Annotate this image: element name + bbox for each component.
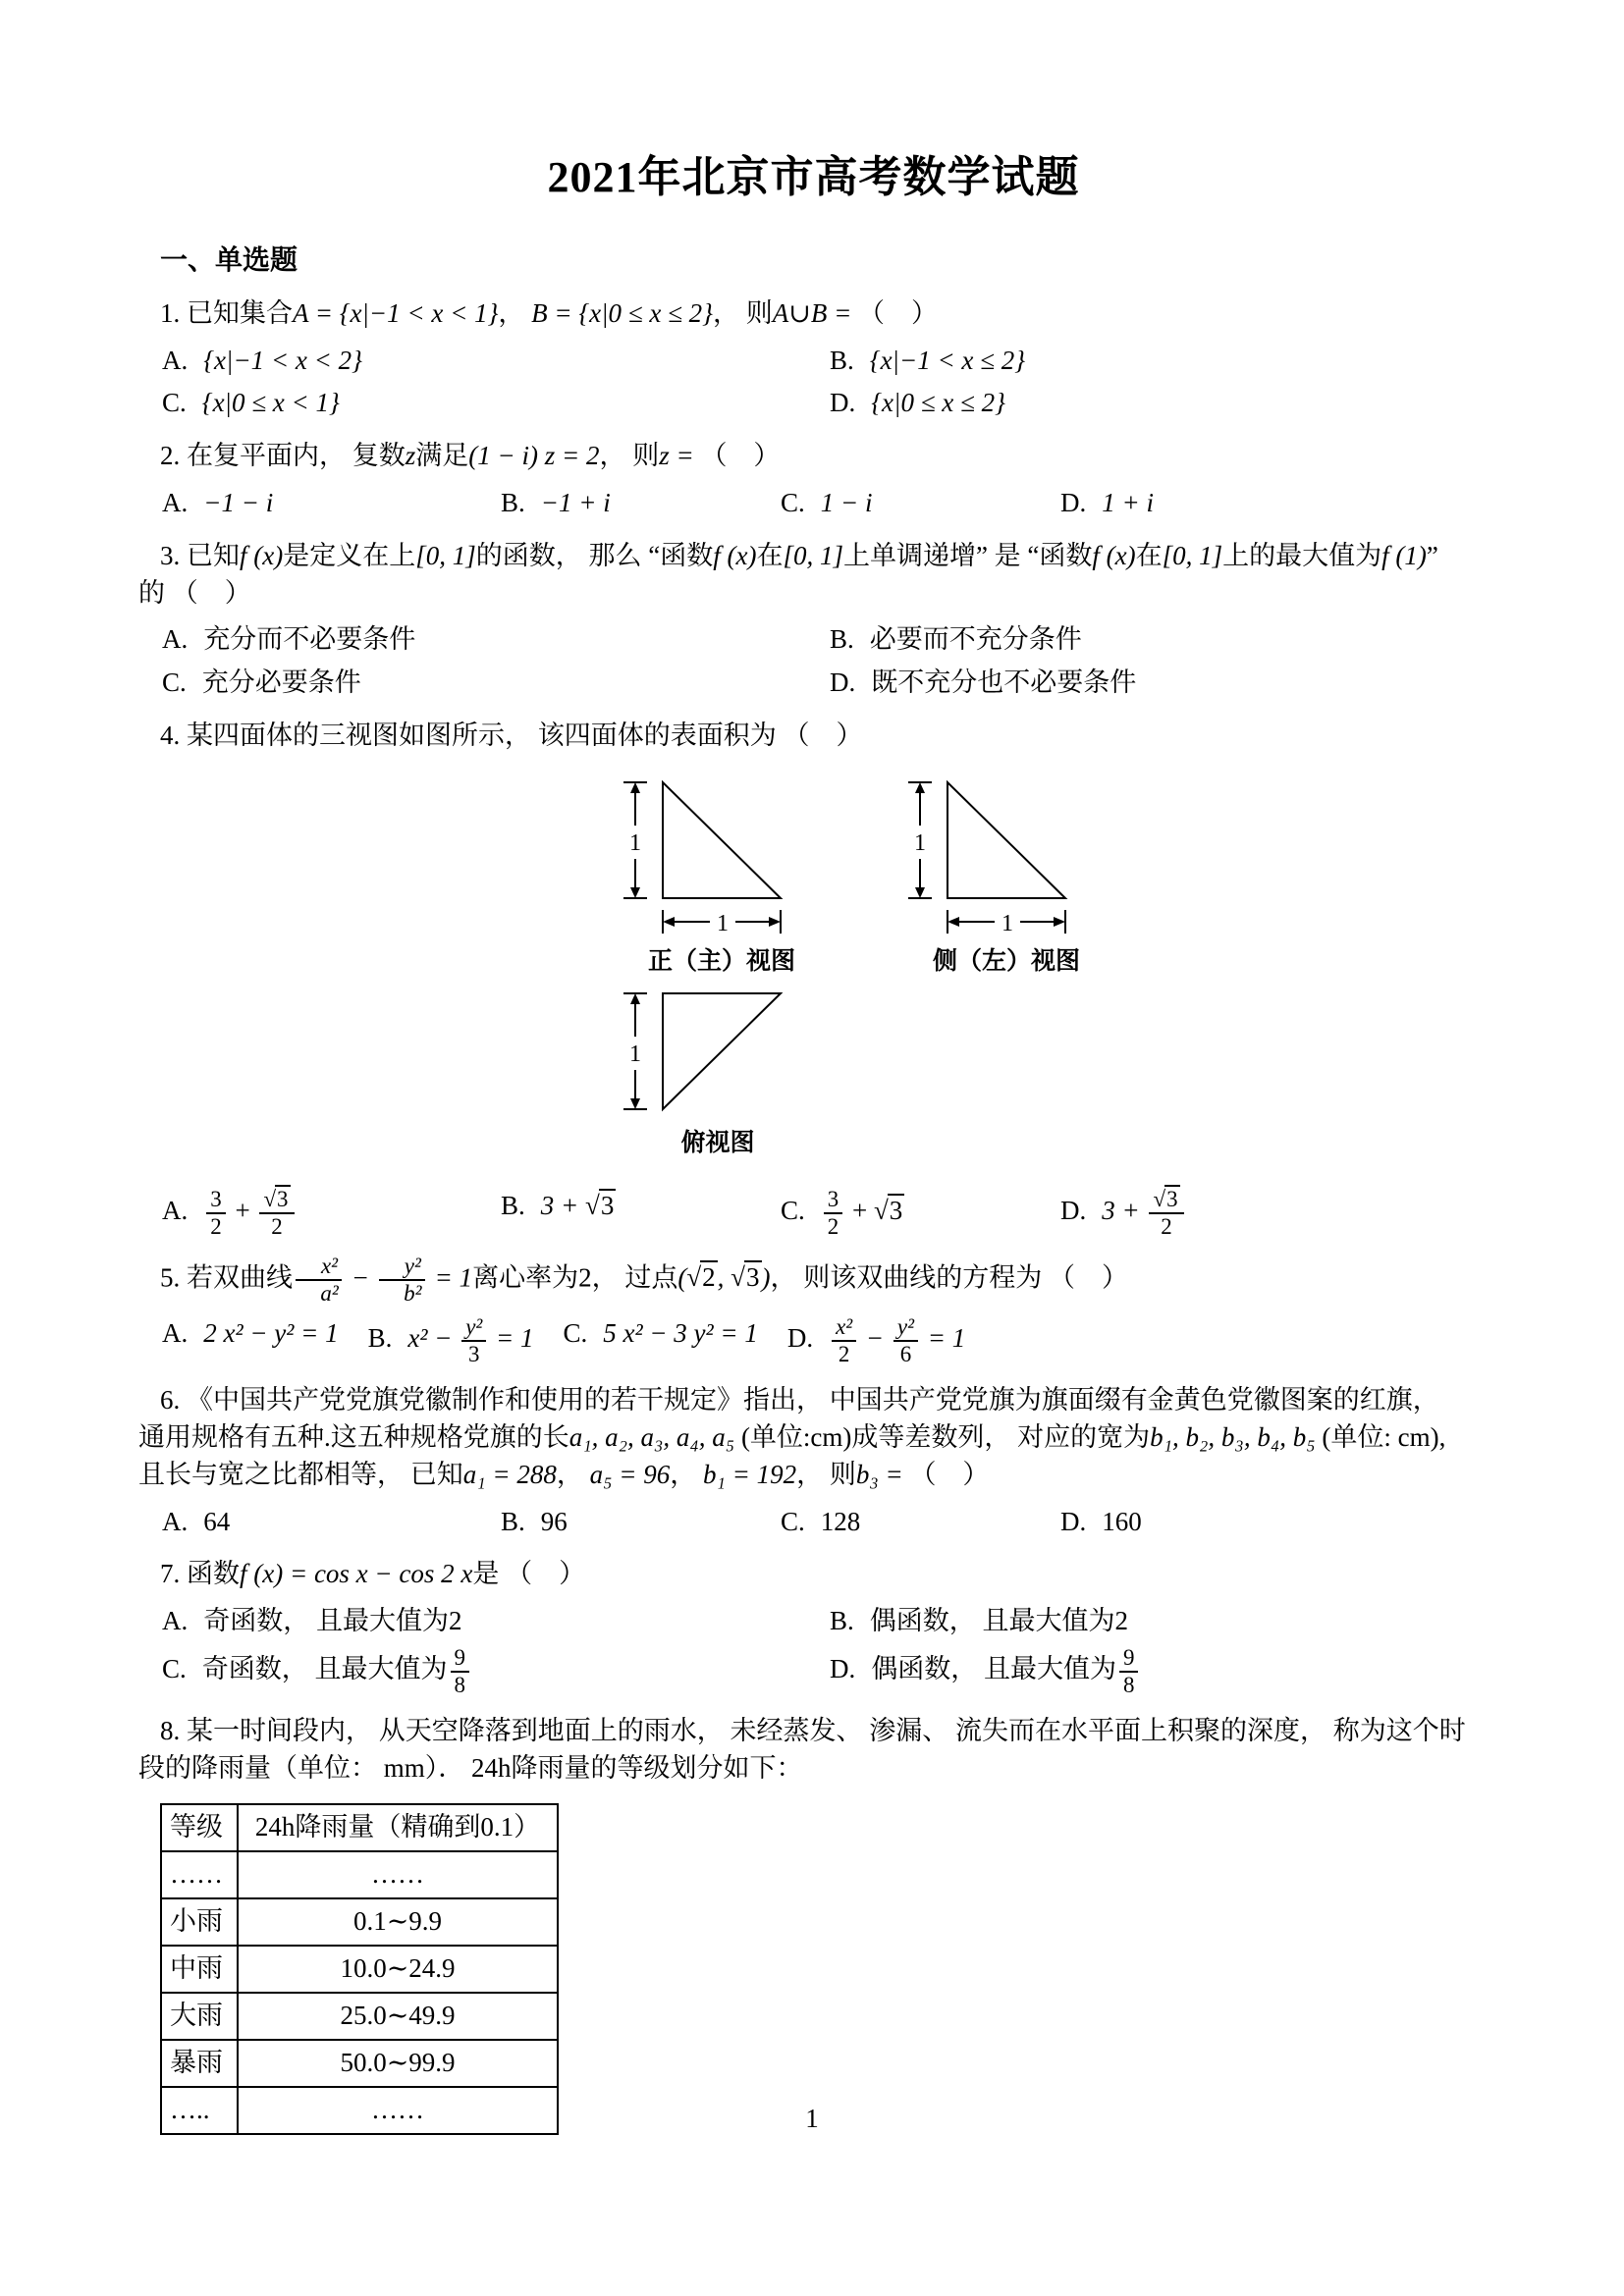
front-view-triangle (663, 782, 781, 898)
question-6-options (162, 1504, 1467, 1541)
cell-range: 10.0∼24.9 (238, 1946, 558, 1993)
question-1-options (162, 343, 1467, 423)
cell-level: 暴雨 (161, 2040, 238, 2087)
question-2-options (162, 485, 1467, 522)
table-row (161, 2040, 558, 2087)
cell-range: 50.0∼99.9 (238, 2040, 558, 2087)
table-row (161, 1993, 558, 2040)
option-3b: B. 必要而不充分条件 (830, 624, 1082, 655)
option-1c: C. {x|0 ≤ x < 1} (162, 388, 340, 418)
question-7-options (162, 1603, 1467, 1697)
three-view-figure (592, 773, 1467, 1176)
option-2b: B. −1 + i (501, 487, 611, 517)
option-2a: A. −1 − i (162, 487, 274, 517)
arrow-left-icon (663, 917, 675, 927)
question-8-stem: 8. 某一时间段内， 从天空降落到地面上的雨水， 未经蒸发、 渗漏、 流失而在水平面上积聚的深度， 称为这个时段的降雨量（单位： mm）． 24h降雨量的等级划分如下： (138, 1716, 1466, 1783)
side-view-triangle (947, 782, 1065, 898)
cell-range: 25.0∼49.9 (238, 1993, 558, 2040)
side-view-caption: 侧（左）视图 (932, 947, 1081, 975)
question-5-stem: 5. 若双曲线 $\frac{\text{x²}}{\text{a²}}$ − $\frac{\text{y²}}{\text{b²}}$ = 1离心率为2， 过点(√2, √3)， 则该双曲线的方程为 （ ） (160, 1253, 1128, 1306)
option-4c: C. $\frac{3}{2}$ + √3 (781, 1186, 903, 1239)
option-3a: A. 充分而不必要条件 (162, 624, 416, 655)
option-5a: A. 2 x² − y² = 1 (162, 1317, 339, 1348)
cell-level: …… (161, 1851, 238, 1898)
option-4a: A. $\frac{3}{2}$ + $\frac{√3}{2}$ (162, 1188, 501, 1239)
option-4d: D. 3 + $\frac{√3}{2}$ (1060, 1188, 1467, 1239)
table-header-level: 等级 (161, 1804, 238, 1851)
option-1a: A. {x|−1 < x < 2} (162, 345, 362, 375)
section-heading: 一、单选题 (160, 244, 298, 276)
arrow-right-icon (1054, 917, 1065, 927)
side-view-height-dim: 1 (914, 829, 926, 856)
top-view-caption: 俯视图 (680, 1129, 755, 1156)
option-5b: B. x² − $\frac{\text{y²}}{3}$ = 1 (367, 1313, 534, 1367)
option-1b: B. {x|−1 < x ≤ 2} (830, 345, 1026, 375)
front-view-caption: 正（主）视图 (647, 947, 796, 975)
option-6a: A. 64 (162, 1506, 231, 1536)
cell-range: …… (238, 1851, 558, 1898)
cell-level: 小雨 (161, 1898, 238, 1946)
cell-range: …… (238, 2087, 558, 2134)
front-view (623, 782, 795, 975)
table-row (161, 1898, 558, 1946)
arrow-right-icon (769, 917, 781, 927)
table-row (161, 1946, 558, 1993)
cell-level: 中雨 (161, 1946, 238, 1993)
page-number: 1 (805, 2104, 819, 2133)
option-3d: D. 既不充分也不必要条件 (830, 667, 1137, 698)
three-view-drawing (592, 773, 1083, 1165)
table-row (161, 1851, 558, 1898)
question-4-options (162, 1188, 1467, 1239)
cell-level: ….. (161, 2087, 238, 2134)
arrow-left-icon (947, 917, 959, 927)
front-view-width-dim: 1 (717, 910, 729, 936)
cell-level: 大雨 (161, 1993, 238, 2040)
option-2c: C. 1 − i (781, 487, 873, 517)
option-6d: D. 160 (1060, 1506, 1142, 1536)
front-view-height-dim: 1 (629, 829, 641, 856)
option-1d: D. {x|0 ≤ x ≤ 2} (830, 388, 1005, 418)
option-7a: A. 奇函数， 且最大值为2 (162, 1606, 462, 1636)
question-5-options (162, 1315, 1467, 1366)
question-1-stem: 1. 已知集合A = {x|−1 < x < 1}， B = {x|0 ≤ x ≤ 2}， 则A∪B = （ ） (160, 297, 939, 328)
option-2d: D. 1 + i (1060, 487, 1154, 517)
question-3-stem: 3. 已知f (x)是定义在上[0, 1]的函数， 那么 “函数f (x)在[0, 1]上单调递增” 是 “函数f (x)在[0, 1]上的最大值为f (1)” 的 （ ） (138, 540, 1438, 608)
question-2-stem: 2. 在复平面内， 复数z满足(1 − i) z = 2， 则z = （ ） (160, 441, 781, 471)
option-6b: B. 96 (501, 1506, 568, 1536)
side-view (908, 782, 1080, 975)
rainfall-table (160, 1803, 559, 2135)
option-3c: C. 充分必要条件 (162, 667, 361, 698)
question-6-stem: 6. 《中国共产党党旗党徽制作和使用的若干规定》指出， 中国共产党党旗为旗面缀有金黄色党徽图案的红旗， 通用规格有五种.这五种规格党旗的长a₁, a₂, a₃, a₄, a₅ (单位:cm)成等差数列， 对应的宽为b₁, b₂, b₃, b₄, b₅ (单位: cm), 且长与宽之比都相等， 已知a₁ = 288， a₅ = 96， b₁ = 192， 则b₃ = （ ） (138, 1385, 1446, 1489)
cell-range: 0.1∼9.9 (238, 1898, 558, 1946)
question-3-options (162, 621, 1467, 702)
option-7d: D. 偶函数， 且最大值为 $\frac{9}{8}$ (830, 1646, 1467, 1697)
top-view (623, 993, 781, 1156)
top-view-triangle (663, 993, 781, 1109)
question-4-stem: 4. 某四面体的三视图如图所示， 该四面体的表面积为 （ ） (160, 720, 863, 750)
option-5d: D. $\frac{\text{x²}}{2}$ − $\frac{\text{y²}}{6}$ = 1 (786, 1313, 966, 1367)
page-title: 2021年北京市高考数学试题 (547, 153, 1080, 201)
option-5c: C. 5 x² − 3 y² = 1 (563, 1317, 758, 1348)
option-7b: B. 偶函数， 且最大值为2 (830, 1606, 1129, 1636)
option-7c: C. 奇函数， 且最大值为 $\frac{9}{8}$ (162, 1646, 830, 1697)
side-view-width-dim: 1 (1001, 910, 1013, 936)
option-4b: B. 3 + √3 (501, 1190, 615, 1220)
top-view-height-dim: 1 (629, 1041, 641, 1067)
question-7-stem: 7. 函数f (x) = cos x − cos 2 x是 （ ） (160, 1559, 586, 1589)
table-header-row (161, 1804, 558, 1851)
option-6c: C. 128 (781, 1506, 861, 1536)
table-header-rainfall: 24h降雨量（精确到0.1） (238, 1804, 558, 1851)
